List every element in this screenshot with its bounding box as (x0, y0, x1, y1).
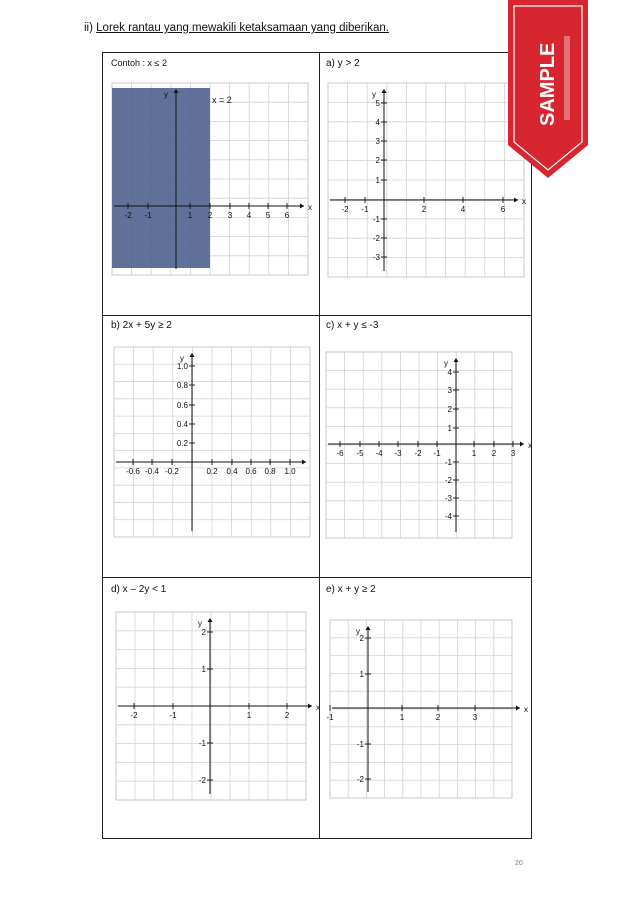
x-tick-label: -0.2 (165, 467, 179, 476)
y-tick-labels (373, 99, 381, 262)
x-tick-label: 0.8 (264, 467, 276, 476)
grid (114, 347, 310, 537)
grid (328, 83, 524, 277)
graph-b (114, 347, 310, 537)
x-tick-label: 2 (435, 713, 441, 722)
y-tick-label: -1 (444, 458, 452, 467)
x-tick-label: 2 (421, 205, 427, 214)
y-tick-label: 0.8 (176, 381, 188, 390)
x-tick-label: 2 (207, 211, 213, 220)
graph-c (326, 352, 532, 538)
y-tick-label: 4 (447, 368, 452, 377)
y-tick-label: -2 (356, 775, 364, 784)
x-tick-label: -1 (169, 711, 177, 720)
x-tick-label: 1 (471, 449, 477, 458)
boundary-label: x = 2 (212, 95, 232, 105)
x-tick-label: 0.6 (245, 467, 257, 476)
x-tick-label: -1 (433, 449, 441, 458)
y-tick-label: -1 (372, 215, 380, 224)
y-tick-label: 2 (375, 156, 380, 165)
x-axis-label: x (528, 441, 532, 450)
x-tick-label: -2 (124, 211, 132, 220)
x-tick-label: 3 (510, 449, 516, 458)
cell-label-b: b) 2x + 5y ≥ 2 (111, 320, 172, 331)
banner-text: SAMPLE (537, 42, 559, 126)
y-tick-label: -1 (356, 740, 364, 749)
y-tick-label: 1.0 (176, 362, 188, 371)
cell-label-example: Contoh : x ≤ 2 (111, 58, 167, 68)
y-axis-arrow (208, 618, 213, 622)
y-tick-label: -4 (444, 512, 452, 521)
question-number: ii) (84, 22, 93, 34)
y-tick-labels (177, 362, 189, 448)
graph-example (112, 83, 312, 275)
x-tick-label: 2 (284, 711, 290, 720)
y-tick-label: 0.6 (176, 401, 188, 410)
x-tick-label: -1 (361, 205, 369, 214)
y-axis-label: y (164, 90, 168, 99)
x-tick-labels (336, 449, 515, 458)
x-tick-label: 1 (246, 711, 252, 720)
x-tick-labels (126, 467, 296, 476)
x-tick-label: -5 (356, 449, 364, 458)
y-tick-label: -3 (444, 494, 452, 503)
banner-small-strip (564, 36, 570, 120)
cell-label-d: d) x – 2y < 1 (111, 584, 167, 595)
y-axis-arrow (382, 89, 387, 93)
cell-label-c: c) x + y ≤ -3 (326, 320, 379, 331)
x-axis-label: x (524, 705, 528, 714)
x-tick-label: 6 (500, 205, 506, 214)
x-tick-label: 0.4 (226, 467, 238, 476)
x-axis-label: x (522, 197, 526, 206)
x-tick-label: 5 (265, 211, 271, 220)
axes (118, 618, 320, 794)
y-axis-label: y (444, 359, 448, 368)
y-axis-label: y (372, 90, 376, 99)
instruction (84, 22, 389, 34)
x-axis-arrow (300, 204, 304, 209)
x-tick-label: -2 (414, 449, 422, 458)
row-divider-2 (103, 577, 531, 578)
x-tick-label: 1.0 (284, 467, 296, 476)
x-tick-label: -2 (341, 205, 349, 214)
x-tick-label: -1 (326, 713, 334, 722)
x-tick-label: 3 (227, 211, 233, 220)
x-tick-label: 6 (284, 211, 290, 220)
y-axis-arrow (454, 358, 459, 362)
x-tick-labels (341, 205, 505, 214)
x-tick-label: -0.4 (145, 467, 159, 476)
y-tick-label: 1 (447, 424, 452, 433)
graph-d (116, 612, 320, 800)
y-tick-label: -2 (198, 776, 206, 785)
x-tick-label: 1 (187, 211, 193, 220)
y-tick-label: 2 (447, 405, 452, 414)
instruction-text: Lorek rantau yang mewakili ketaksamaan yang diberikan. (96, 22, 389, 34)
y-tick-label: 3 (375, 137, 380, 146)
x-axis-label: x (316, 703, 320, 712)
y-axis-label: y (356, 627, 360, 636)
x-tick-label: 2 (491, 449, 497, 458)
x-tick-label: 4 (460, 205, 466, 214)
y-tick-label: 0.4 (176, 420, 188, 429)
sample-banner (508, 0, 588, 180)
graph-a (328, 83, 524, 277)
y-tick-label: -2 (444, 476, 452, 485)
row-divider-1 (103, 315, 531, 316)
x-axis-label: x (308, 203, 312, 212)
x-tick-label: 1 (399, 713, 405, 722)
x-tick-label: -4 (375, 449, 383, 458)
grid (326, 352, 512, 538)
column-divider (319, 53, 320, 838)
x-tick-label: 3 (472, 713, 478, 722)
y-axis-label: y (180, 354, 184, 363)
x-tick-label: -3 (394, 449, 402, 458)
x-tick-label: -2 (130, 711, 138, 720)
y-tick-label: 2 (201, 628, 206, 637)
y-axis-arrow (190, 353, 195, 357)
page-number: 20 (515, 860, 523, 867)
y-tick-label: -3 (372, 253, 380, 262)
x-tick-labels (124, 211, 289, 220)
y-tick-label: 1 (359, 670, 364, 679)
shaded-region (112, 88, 210, 268)
y-tick-label: 3 (447, 386, 452, 395)
y-tick-label: -1 (198, 739, 206, 748)
grid (330, 620, 512, 798)
cell-label-a: a) y > 2 (326, 58, 360, 69)
x-tick-labels (326, 713, 477, 722)
y-tick-label: -2 (372, 234, 380, 243)
y-tick-label: 1 (201, 665, 206, 674)
cell-label-e: e) x + y ≥ 2 (326, 584, 376, 595)
y-tick-label: 0.2 (176, 439, 188, 448)
y-tick-label: 1 (375, 176, 380, 185)
x-axis-arrow (302, 460, 306, 465)
y-tick-label: 4 (375, 118, 380, 127)
x-tick-label: 4 (246, 211, 252, 220)
graph-e (326, 620, 528, 798)
x-tick-label: 0.2 (206, 467, 218, 476)
axes (116, 353, 306, 531)
x-axis-arrow (514, 198, 518, 203)
y-axis-label: y (198, 619, 202, 628)
x-tick-label: -0.6 (126, 467, 140, 476)
x-tick-label: -6 (336, 449, 344, 458)
y-tick-label: 2 (359, 634, 364, 643)
x-tick-label: -1 (144, 211, 152, 220)
y-tick-label: 5 (375, 99, 380, 108)
